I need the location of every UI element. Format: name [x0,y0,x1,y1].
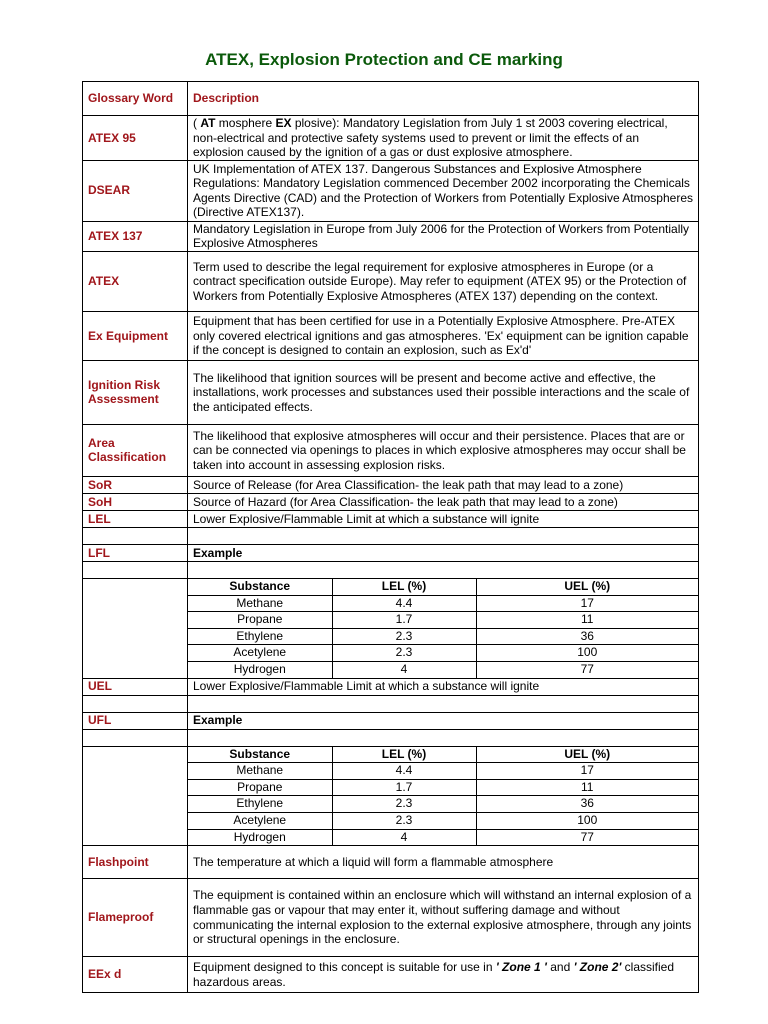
empty-cell [188,729,699,746]
table-row [83,493,699,510]
definition-text: mosphere [215,116,276,130]
column-header: Substance [188,579,332,595]
uel-value: 100 [476,812,698,829]
term: ATEX [83,251,188,311]
substance-table-row [83,578,699,678]
example-label: Example [188,712,699,729]
definition [188,116,699,161]
substance-table [188,747,698,846]
empty-cell [83,561,188,578]
lel-value: 4.4 [332,595,476,612]
uel-value: 17 [476,763,698,780]
definition: Source of Hazard (for Area Classification- the leak path that may lead to a zone) [188,493,699,510]
lel-value: 4 [332,661,476,677]
table-row [83,116,699,161]
uel-value: 17 [476,595,698,612]
term: Area Classification [83,424,188,476]
definition-bold: EX [275,116,292,130]
lel-value: 2.3 [332,796,476,813]
column-header: UEL (%) [476,747,698,763]
definition-text: ( [193,116,201,130]
lel-value: 1.7 [332,779,476,796]
glossary-table [82,81,699,993]
substance-header-row [188,747,698,763]
table-row [83,476,699,493]
spacer-row [83,729,699,746]
term: Ex Equipment [83,311,188,360]
definition: UK Implementation of ATEX 137. Dangerous Substances and Explosive Atmosphere Regulations: Mandatory Legislation commenced December 2002 incorporating the Chemicals Agents Directive (CAD) and the Protection of Workers from Potentially Explosive Atmospheres (Directive ATEX137). [188,160,699,221]
definition: Equipment that has been certified for use in a Potentially Explosive Atmosphere. Pre-ATEX only covered electrical ignitions and gas atmospheres. 'Ex' equipment can be ignition capable if the concept is designed to contain an explosion, such as Ex'd' [188,311,699,360]
substance-table-row [83,746,699,846]
definition: Lower Explosive/Flammable Limit at which a substance will ignite [188,678,699,695]
table-row [83,510,699,527]
empty-cell [83,729,188,746]
term: Flameproof [83,879,188,957]
table-row [83,251,699,311]
substance-row [188,628,698,645]
lel-value: 2.3 [332,812,476,829]
substance-name: Methane [188,595,332,612]
definition [188,957,699,993]
substance-table-cell [188,746,699,846]
lel-value: 4.4 [332,763,476,780]
definition-text: Equipment designed to this concept is suitable for use in [193,960,496,974]
empty-cell [83,746,188,846]
table-row [83,311,699,360]
table-row [83,957,699,993]
substance-name: Methane [188,763,332,780]
zone-1-label: ' Zone 1 ' [495,960,547,974]
uel-value: 77 [476,661,698,677]
column-header: LEL (%) [332,747,476,763]
table-row [83,360,699,424]
table-row [83,221,699,251]
substance-name: Hydrogen [188,829,332,845]
term: UFL [83,712,188,729]
term: LEL [83,510,188,527]
substance-row [188,829,698,845]
lel-value: 4 [332,829,476,845]
definition: Source of Release (for Area Classification- the leak path that may lead to a zone) [188,476,699,493]
term: LFL [83,544,188,561]
spacer-row [83,695,699,712]
term: UEL [83,678,188,695]
substance-name: Propane [188,779,332,796]
spacer-row [83,527,699,544]
table-row [83,424,699,476]
substance-row [188,645,698,662]
substance-name: Hydrogen [188,661,332,677]
substance-row [188,595,698,612]
table-row [83,712,699,729]
empty-cell [188,527,699,544]
substance-row [188,661,698,677]
term: Ignition Risk Assessment [83,360,188,424]
term: EEx d [83,957,188,993]
empty-cell [188,695,699,712]
definition: Lower Explosive/Flammable Limit at which a substance will ignite [188,510,699,527]
definition: The likelihood that explosive atmospheres will occur and their persistence. Places that are or can be connected via openings to places in which explosive atmospheres may occur shall be taken into account in assessing explosion risks. [188,424,699,476]
definition-text: and [546,960,574,974]
header-word: Glossary Word [83,82,188,116]
lel-value: 1.7 [332,612,476,629]
table-header-row [83,82,699,116]
definition: The equipment is contained within an enclosure which will withstand an internal explosion of a flammable gas or vapour that may enter it, without suffering damage and without communicating the internal explosion to the external explosive atmosphere, through any joints or structural openings in the enclosure. [188,879,699,957]
definition-text: plosive): Mandatory Legislation from July 1 st 2003 covering electrical, non-electrical and protective safety systems used to prevent or limit the effects of an explosion caused by the ignition of a gas or dust explosive atmosphere. [193,116,668,160]
definition-text: classified hazardous areas. [193,960,675,989]
uel-value: 11 [476,779,698,796]
zone-2-label: ' Zone 2' [573,960,622,974]
substance-name: Ethylene [188,796,332,813]
page-title: ATEX, Explosion Protection and CE marking [205,50,563,69]
term: DSEAR [83,160,188,221]
substance-name: Propane [188,612,332,629]
column-header: LEL (%) [332,579,476,595]
definition: Term used to describe the legal requirement for explosive atmospheres in Europe (or a contract specification outside Europe). May refer to equipment (ATEX 95) or the Protection of Workers from Potentially Explosive Atmospheres (ATEX 137) depending on the context. [188,251,699,311]
term: SoH [83,493,188,510]
term: SoR [83,476,188,493]
substance-name: Acetylene [188,645,332,662]
table-row [83,879,699,957]
definition: The likelihood that ignition sources will be present and become active and effective, the installations, work processes and substances used their possible interactions and the scale of the anticipated effects. [188,360,699,424]
uel-value: 77 [476,829,698,845]
example-label: Example [188,544,699,561]
definition: Mandatory Legislation in Europe from July 2006 for the Protection of Workers from Potentially Explosive Atmospheres [188,221,699,251]
substance-row [188,763,698,780]
substance-name: Ethylene [188,628,332,645]
header-description: Description [188,82,699,116]
substance-table [188,579,698,678]
empty-cell [83,527,188,544]
substance-header-row [188,579,698,595]
term: Flashpoint [83,846,188,879]
substance-row [188,796,698,813]
substance-row [188,812,698,829]
uel-value: 100 [476,645,698,662]
table-row [83,160,699,221]
definition: The temperature at which a liquid will form a flammable atmosphere [188,846,699,879]
empty-cell [188,561,699,578]
spacer-row [83,561,699,578]
empty-cell [83,695,188,712]
column-header: Substance [188,747,332,763]
lel-value: 2.3 [332,645,476,662]
term: ATEX 95 [83,116,188,161]
uel-value: 36 [476,796,698,813]
substance-row [188,612,698,629]
table-row [83,544,699,561]
uel-value: 11 [476,612,698,629]
term: ATEX 137 [83,221,188,251]
table-row [83,846,699,879]
definition-bold: AT [200,116,216,130]
lel-value: 2.3 [332,628,476,645]
table-row [83,678,699,695]
column-header: UEL (%) [476,579,698,595]
substance-name: Acetylene [188,812,332,829]
empty-cell [83,578,188,678]
uel-value: 36 [476,628,698,645]
substance-table-cell [188,578,699,678]
substance-row [188,779,698,796]
